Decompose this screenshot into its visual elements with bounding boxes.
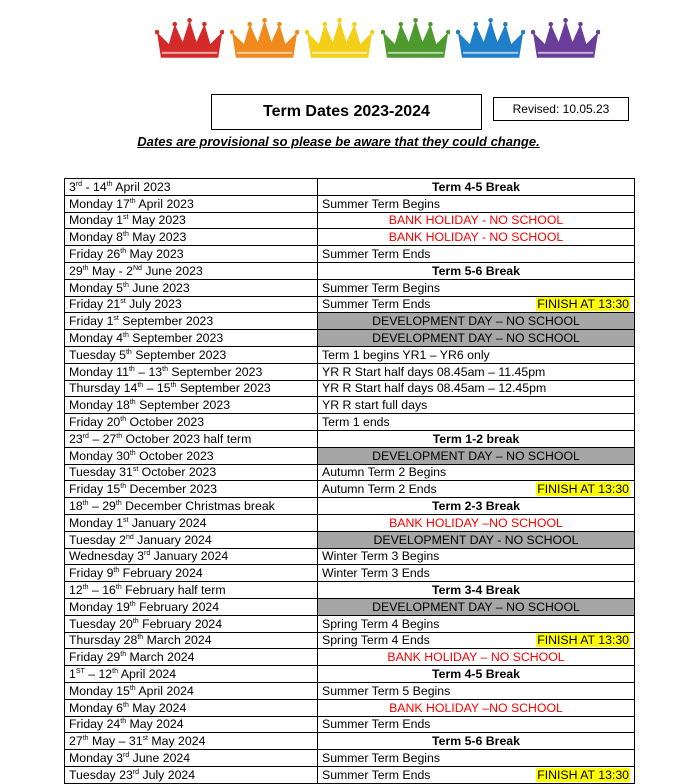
date-cell: Friday 9th February 2024 <box>65 565 318 582</box>
table-row <box>65 498 635 515</box>
table-row <box>65 615 635 632</box>
date-cell: Friday 26th May 2023 <box>65 246 318 263</box>
event-cell <box>318 346 635 363</box>
table-row <box>65 430 635 447</box>
event-cell <box>318 766 635 783</box>
crown-icon <box>305 18 374 60</box>
table-row <box>65 582 635 599</box>
date-cell: 3rd - 14th April 2023 <box>65 179 318 196</box>
table-row <box>65 414 635 431</box>
event-text: YR R start full days <box>322 398 428 413</box>
crown-icon <box>230 18 299 60</box>
event-cell <box>318 330 635 347</box>
event-text: Summer Term Ends <box>322 247 431 262</box>
table-row <box>65 179 635 196</box>
event-cell <box>318 464 635 481</box>
date-cell: Monday 15th April 2024 <box>65 682 318 699</box>
event-text: Summer Term Begins <box>322 280 440 295</box>
table-row <box>65 195 635 212</box>
date-cell: Monday 3rd June 2024 <box>65 750 318 767</box>
break-cell <box>318 262 635 279</box>
table-row <box>65 296 635 313</box>
table-row <box>65 212 635 229</box>
date-cell: 12th – 16th February half term <box>65 582 318 599</box>
event-text: Term 5-6 Break <box>432 263 520 278</box>
table-row <box>65 632 635 649</box>
date-cell: 1ST – 12th April 2024 <box>65 666 318 683</box>
event-cell <box>318 682 635 699</box>
table-row <box>65 514 635 531</box>
event-text: Autumn Term 2 Begins <box>322 465 447 480</box>
date-cell: Friday 29th March 2024 <box>65 649 318 666</box>
event-cell <box>318 514 635 531</box>
date-cell: Monday 1st May 2023 <box>65 212 318 229</box>
table-row <box>65 346 635 363</box>
event-text: Spring Term 4 Ends <box>322 633 430 648</box>
crown-icon <box>381 18 450 60</box>
event-cell <box>318 598 635 615</box>
event-text: Summer Term Begins <box>322 196 440 211</box>
table-row <box>65 649 635 666</box>
table-row <box>65 598 635 615</box>
event-cell <box>318 414 635 431</box>
event-cell <box>318 195 635 212</box>
event-text: Winter Term 3 Ends <box>322 566 430 581</box>
event-text: YR R Start half days 08.45am – 12.45pm <box>322 381 547 396</box>
table-row <box>65 279 635 296</box>
break-cell <box>318 430 635 447</box>
event-text: Term 1 begins YR1 – YR6 only <box>322 347 490 362</box>
event-cell <box>318 363 635 380</box>
event-text: YR R Start half days 08.45am – 11.45pm <box>322 364 546 379</box>
event-cell <box>318 279 635 296</box>
event-text: Term 3-4 Break <box>432 583 520 598</box>
event-cell <box>318 212 635 229</box>
date-cell: 27th May – 31st May 2024 <box>65 733 318 750</box>
table-row <box>65 313 635 330</box>
table-row <box>65 262 635 279</box>
event-text: BANK HOLIDAY –NO SCHOOL <box>389 515 563 530</box>
date-cell: Monday 6th May 2024 <box>65 699 318 716</box>
table-row <box>65 246 635 263</box>
event-text: Summer Term Ends <box>322 297 431 312</box>
crown-icon <box>155 18 224 60</box>
term-dates-table <box>64 178 635 784</box>
finish-time-badge: FINISH AT 13:30 <box>537 482 629 497</box>
date-cell: Monday 8th May 2023 <box>65 229 318 246</box>
event-cell <box>318 380 635 397</box>
event-text: Summer Term Ends <box>322 767 431 782</box>
provisional-notice: Dates are provisional so please be aware that they could change. <box>137 134 540 149</box>
date-cell: Tuesday 2nd January 2024 <box>65 531 318 548</box>
date-cell: Monday 5th June 2023 <box>65 279 318 296</box>
break-cell <box>318 666 635 683</box>
table-row <box>65 565 635 582</box>
event-cell <box>318 649 635 666</box>
event-text: Summer Term 5 Begins <box>322 683 451 698</box>
date-cell: Thursday 14th – 15th September 2023 <box>65 380 318 397</box>
event-cell <box>318 615 635 632</box>
table-row <box>65 548 635 565</box>
date-cell: 29th May - 2Nd June 2023 <box>65 262 318 279</box>
date-cell: Monday 18th September 2023 <box>65 397 318 414</box>
event-text: BANK HOLIDAY –NO SCHOOL <box>389 700 563 715</box>
event-cell <box>318 699 635 716</box>
event-cell <box>318 548 635 565</box>
event-text: Autumn Term 2 Ends <box>322 482 437 497</box>
event-cell <box>318 447 635 464</box>
date-cell: Monday 4th September 2023 <box>65 330 318 347</box>
table-row <box>65 447 635 464</box>
table-row <box>65 750 635 767</box>
date-cell: Friday 1st September 2023 <box>65 313 318 330</box>
date-cell: Monday 11th – 13th September 2023 <box>65 363 318 380</box>
table-row <box>65 531 635 548</box>
date-cell: Friday 21st July 2023 <box>65 296 318 313</box>
table-row <box>65 666 635 683</box>
date-cell: Tuesday 5th September 2023 <box>65 346 318 363</box>
date-cell: Monday 19th February 2024 <box>65 598 318 615</box>
event-text: Term 4-5 Break <box>432 179 520 194</box>
event-text: BANK HOLIDAY - NO SCHOOL <box>388 230 564 245</box>
table-row <box>65 716 635 733</box>
table-row <box>65 481 635 498</box>
table-row <box>65 733 635 750</box>
event-text: Winter Term 3 Begins <box>322 549 440 564</box>
date-cell: Tuesday 31st October 2023 <box>65 464 318 481</box>
event-text: Term 1 ends <box>322 415 390 430</box>
event-text: BANK HOLIDAY - NO SCHOOL <box>388 213 564 228</box>
event-cell <box>318 397 635 414</box>
date-cell: Tuesday 23rd July 2024 <box>65 766 318 783</box>
event-cell <box>318 296 635 313</box>
event-text: Term 5-6 Break <box>432 734 520 749</box>
event-text: Term 1-2 break <box>432 431 520 446</box>
date-cell: Friday 20th October 2023 <box>65 414 318 431</box>
event-cell <box>318 750 635 767</box>
table-row <box>65 397 635 414</box>
crown-icon <box>456 18 525 60</box>
date-cell: 23rd – 27th October 2023 half term <box>65 430 318 447</box>
event-text: DEVELOPMENT DAY – NO SCHOOL <box>372 448 580 463</box>
revised-date: Revised: 10.05.23 <box>493 97 629 121</box>
event-cell <box>318 716 635 733</box>
event-text: Spring Term 4 Begins <box>322 616 440 631</box>
table-row <box>65 766 635 783</box>
event-text: Term 2-3 Break <box>432 499 520 514</box>
event-text: Summer Term Ends <box>322 717 431 732</box>
finish-time-badge: FINISH AT 13:30 <box>537 767 629 782</box>
date-cell: Friday 15th December 2023 <box>65 481 318 498</box>
break-cell <box>318 733 635 750</box>
event-text: Summer Term Begins <box>322 750 440 765</box>
event-text: DEVELOPMENT DAY – NO SCHOOL <box>372 314 580 329</box>
date-cell: Friday 24th May 2024 <box>65 716 318 733</box>
break-cell <box>318 582 635 599</box>
date-cell: Tuesday 20th February 2024 <box>65 615 318 632</box>
finish-time-badge: FINISH AT 13:30 <box>537 297 629 312</box>
event-text: Term 4-5 Break <box>432 667 520 681</box>
table-row <box>65 229 635 246</box>
date-cell: Monday 1st January 2024 <box>65 514 318 531</box>
date-cell: Monday 30th October 2023 <box>65 447 318 464</box>
crown-banner <box>155 18 600 60</box>
date-cell: 18th – 29th December Christmas break <box>65 498 318 515</box>
date-cell: Monday 17th April 2023 <box>65 195 318 212</box>
event-text: BANK HOLIDAY – NO SCHOOL <box>387 650 565 665</box>
finish-time-badge: FINISH AT 13:30 <box>537 633 629 648</box>
event-cell <box>318 531 635 548</box>
table-row <box>65 330 635 347</box>
break-cell <box>318 179 635 196</box>
table-row <box>65 380 635 397</box>
event-text: DEVELOPMENT DAY – NO SCHOOL <box>372 331 580 346</box>
event-cell <box>318 565 635 582</box>
event-cell <box>318 229 635 246</box>
table-row <box>65 464 635 481</box>
event-cell <box>318 246 635 263</box>
table-row <box>65 682 635 699</box>
date-cell: Thursday 28th March 2024 <box>65 632 318 649</box>
event-cell <box>318 632 635 649</box>
date-cell: Wednesday 3rd January 2024 <box>65 548 318 565</box>
page-title: Term Dates 2023-2024 <box>211 94 482 130</box>
table-row <box>65 699 635 716</box>
break-cell <box>318 498 635 515</box>
table-row <box>65 363 635 380</box>
event-cell <box>318 481 635 498</box>
event-text: DEVELOPMENT DAY – NO SCHOOL <box>372 599 580 614</box>
event-cell <box>318 313 635 330</box>
crown-icon <box>531 18 600 60</box>
event-text: DEVELOPMENT DAY - NO SCHOOL <box>373 532 579 547</box>
